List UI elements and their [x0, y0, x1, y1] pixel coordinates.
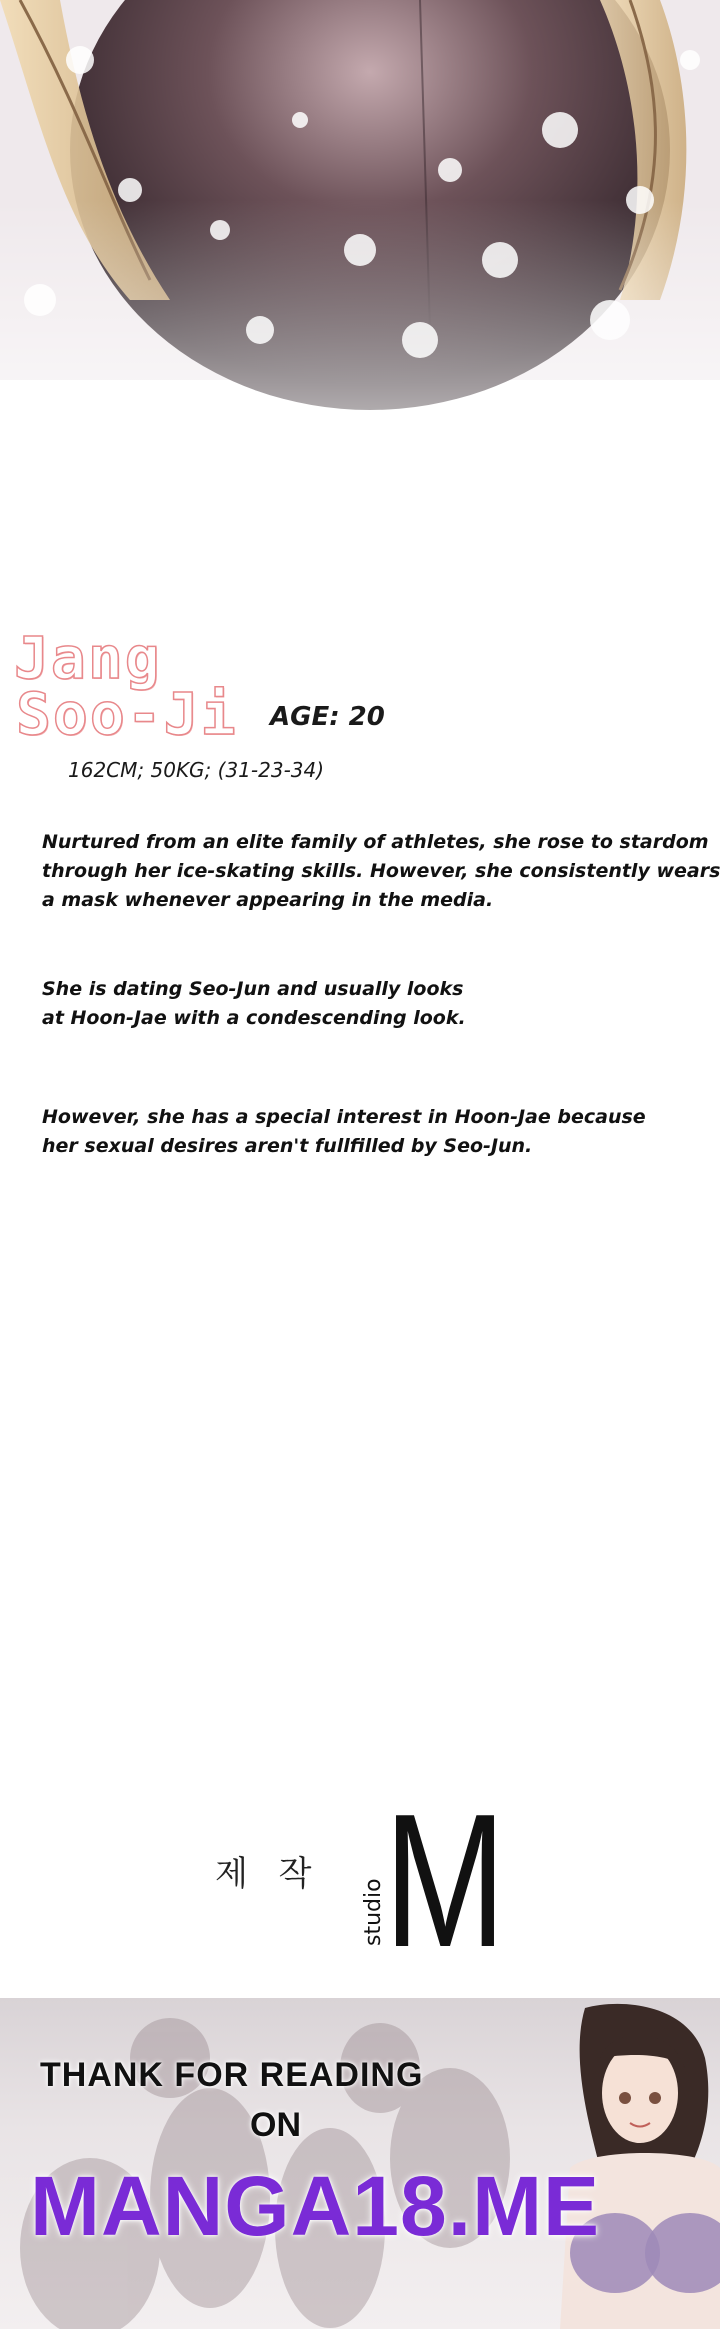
- promo-on-text: ON: [250, 2106, 301, 2144]
- bio-paragraph-2: [42, 975, 642, 1033]
- studio-letter: M: [384, 1775, 506, 1987]
- promo-thanks-text: THANK FOR READING: [40, 2056, 424, 2094]
- bio-paragraph-3: [42, 1103, 646, 1161]
- studio-word: studio: [361, 1878, 386, 1946]
- bio-line: at Hoon-Jae with a condescending look.: [42, 1007, 466, 1029]
- bio-line: through her ice-skating skills. However, she consistently wears: [42, 860, 720, 882]
- bio-line: However, she has a special interest in Hoon-Jae because: [42, 1106, 646, 1128]
- bio-line: her sexual desires aren't fullfilled by Seo-Jun.: [42, 1135, 533, 1157]
- studio-m-logo: [350, 1775, 510, 1987]
- hero-illustration: [0, 0, 720, 540]
- character-age: AGE: 20: [270, 702, 385, 732]
- promo-site-name: MANGA18.ME: [30, 2159, 601, 2253]
- hero-artwork: [0, 0, 720, 540]
- bio-line: Nurtured from an elite family of athletes, she rose to stardom: [42, 831, 709, 853]
- promo-banner: [0, 1998, 720, 2329]
- character-name: [14, 624, 238, 748]
- character-name-line2: Soo-Ji: [16, 680, 238, 748]
- character-stats: 162CM; 50KG; (31-23-34): [68, 758, 325, 782]
- production-credit-label: 제 작: [215, 1854, 322, 1894]
- character-name-line1: Jang: [14, 624, 162, 692]
- bio-line: She is dating Seo-Jun and usually looks: [42, 978, 464, 1000]
- bio-line: a mask whenever appearing in the media.: [42, 889, 494, 911]
- bio-paragraph-1: [42, 828, 720, 915]
- studio-m-mark: [350, 1775, 510, 1987]
